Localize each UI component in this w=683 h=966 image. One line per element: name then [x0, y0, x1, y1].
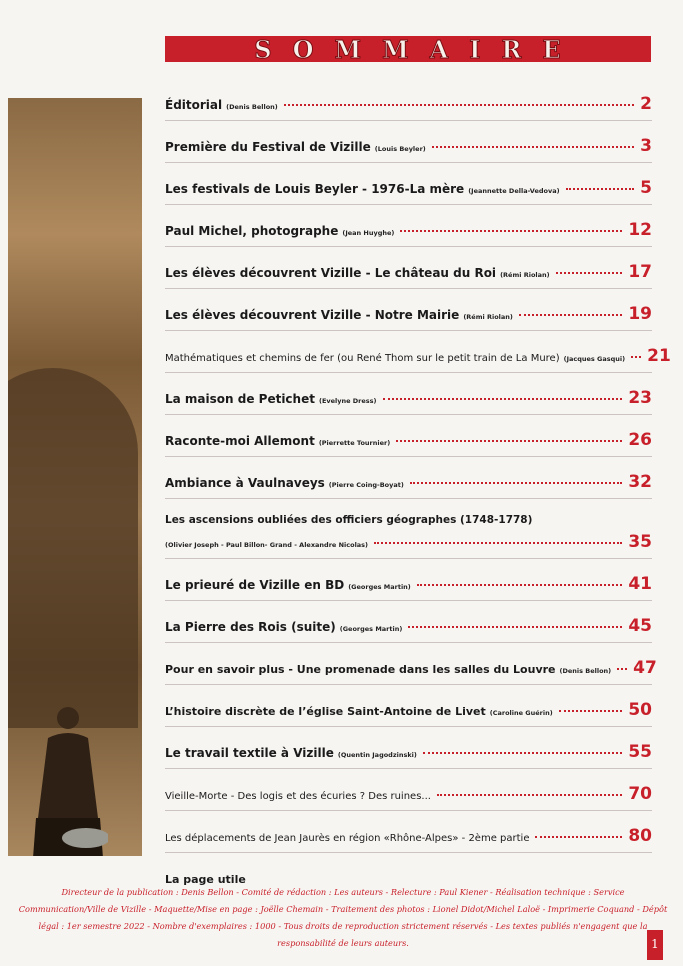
entry-title: Les élèves découvrent Vizille - Le château du Roi: [165, 266, 497, 280]
publication-credits: Directeur de la publication : Denis Bellon - Comité de rédaction : Les auteurs - Relecture : Paul Kiener - Réalisation technique : Service Communication/Ville de Vizille - Maquette/Mise en page : Joëlle Chemain - Traitement des photos : Lionel Didot/Michel Laloë - Imprimerie Coquand - Dépôt légal : 1er semestre 2022 - Nombre d'exemplaires : 1000 - Tous droits de reproduction strictement réservés - Les textes publiés n'engagent que la responsabilité de leurs auteurs.: [18, 887, 668, 948]
entry-title: Vieille-Morte - Des logis et des écuries ? Des ruines...: [165, 791, 431, 802]
entry-page: 32: [628, 472, 652, 492]
leader-dots: [408, 626, 622, 628]
entry-author: (Pierre Coing-Boyat): [328, 481, 404, 489]
entry-title: Pour en savoir plus - Une promenade dans les salles du Louvre: [165, 663, 556, 676]
leader-dots: [437, 794, 622, 796]
entry-page: 80: [628, 826, 652, 846]
entry-author: (Louis Beyler): [374, 145, 426, 153]
entry-title: Les ascensions oubliées des officiers géographes (1748-1778): [165, 514, 533, 526]
entry-page: 55: [628, 742, 652, 762]
entry-title: La page utile: [165, 873, 246, 886]
entry-page: 23: [628, 388, 652, 408]
leader-dots: [617, 668, 627, 670]
page-number: 1: [647, 930, 663, 960]
leader-dots: [396, 440, 622, 442]
entry-page: 26: [628, 430, 652, 450]
toc-entry[interactable]: [165, 346, 671, 373]
entry-title: Le travail textile à Vizille: [165, 746, 334, 760]
leader-dots: [284, 104, 634, 106]
entry-title: Le prieuré de Vizille en BD: [165, 578, 345, 592]
entry-author: (Rémi Riolan): [463, 313, 513, 321]
entry-author: (Quentin Jagodzinski): [337, 751, 417, 759]
toc-entry[interactable]: [165, 616, 652, 643]
entry-title: Les élèves découvrent Vizille - Notre Mairie: [165, 308, 460, 322]
toc-entry[interactable]: [165, 658, 657, 685]
toc-entry[interactable]: [165, 514, 652, 559]
page-title: SOMMAIRE: [254, 34, 582, 64]
leader-dots: [559, 710, 623, 712]
toc-entry[interactable]: [165, 262, 652, 289]
entry-author: (Olivier Joseph - Paul Billon- Grand - Alexandre Nicolas): [165, 541, 369, 549]
entry-page: 41: [628, 574, 652, 594]
entry-author: (Pierrette Tournier): [318, 439, 391, 447]
entry-title: La Pierre des Rois (suite): [165, 620, 336, 634]
toc-entry[interactable]: [165, 826, 652, 853]
toc-entry[interactable]: [165, 700, 652, 727]
leader-dots: [535, 836, 622, 838]
entry-author: (Jeannette Della-Vedova): [468, 187, 560, 195]
toc-entry[interactable]: [165, 94, 652, 121]
entry-page: 21: [647, 346, 671, 366]
toc-entry[interactable]: [165, 472, 652, 499]
table-of-contents: [165, 88, 671, 887]
entry-title: Première du Festival de Vizille: [165, 140, 371, 154]
entry-page: 19: [628, 304, 652, 324]
leader-dots: [566, 188, 635, 190]
toc-entry[interactable]: [165, 388, 652, 415]
leader-dots: [410, 482, 623, 484]
entry-author: (Evelyne Dress): [318, 397, 377, 405]
toc-entry[interactable]: [165, 742, 652, 769]
leader-dots: [417, 584, 623, 586]
entry-title: Ambiance à Vaulnaveys: [165, 476, 325, 490]
toc-entry[interactable]: [165, 430, 652, 457]
entry-author: (Rémi Riolan): [500, 271, 550, 279]
entry-page: 50: [628, 700, 652, 720]
leader-dots: [519, 314, 622, 316]
entry-page: 35: [628, 532, 652, 552]
entry-title: La maison de Petichet: [165, 392, 315, 406]
entry-author: (Jean Huyghe): [342, 229, 395, 237]
entry-author: (Georges Martin): [348, 583, 411, 591]
leader-dots: [400, 230, 622, 232]
stone-arch: [8, 368, 138, 728]
leader-dots: [432, 146, 634, 148]
toc-entry[interactable]: [165, 784, 652, 811]
leader-dots: [383, 398, 623, 400]
toc-entry[interactable]: [165, 574, 652, 601]
entry-title: Les festivals de Louis Beyler - 1976-La mère: [165, 182, 465, 196]
entry-page: 45: [628, 616, 652, 636]
toc-entry[interactable]: [165, 178, 652, 205]
entry-title: Raconte-moi Allemont: [165, 434, 315, 448]
entry-author: (Georges Martin): [339, 625, 403, 633]
entry-page: 2: [640, 94, 652, 114]
entry-title: Les déplacements de Jean Jaurès en région «Rhône-Alpes» - 2ème partie: [165, 833, 530, 844]
entry-title: Mathématiques et chemins de fer (ou René Thom sur le petit train de La Mure): [165, 353, 560, 364]
sommaire-banner: [165, 36, 651, 62]
entry-title: Paul Michel, photographe: [165, 224, 339, 238]
entry-title: L’histoire discrète de l’église Saint-Antoine de Livet: [165, 705, 486, 718]
leader-dots: [374, 542, 622, 544]
entry-page: 17: [628, 262, 652, 282]
leader-dots: [423, 752, 622, 754]
entry-page: 5: [640, 178, 652, 198]
entry-author: (Denis Bellon): [226, 103, 278, 111]
sepia-photo: [8, 98, 142, 856]
toc-entry[interactable]: [165, 220, 652, 247]
washerwoman-figure: [28, 698, 108, 856]
toc-entry[interactable]: [165, 136, 652, 163]
entry-page: 70: [628, 784, 652, 804]
toc-entry[interactable]: [165, 304, 652, 331]
entry-page: 12: [628, 220, 652, 240]
entry-author: (Jacques Gasqui): [563, 355, 626, 363]
entry-page: 47: [633, 658, 657, 678]
entry-author: (Caroline Guérin): [489, 709, 553, 717]
leader-dots: [556, 272, 623, 274]
entry-title: Éditorial: [165, 98, 223, 112]
leader-dots: [631, 356, 641, 358]
entry-author: (Denis Bellon): [559, 667, 612, 675]
entry-page: 3: [640, 136, 652, 156]
